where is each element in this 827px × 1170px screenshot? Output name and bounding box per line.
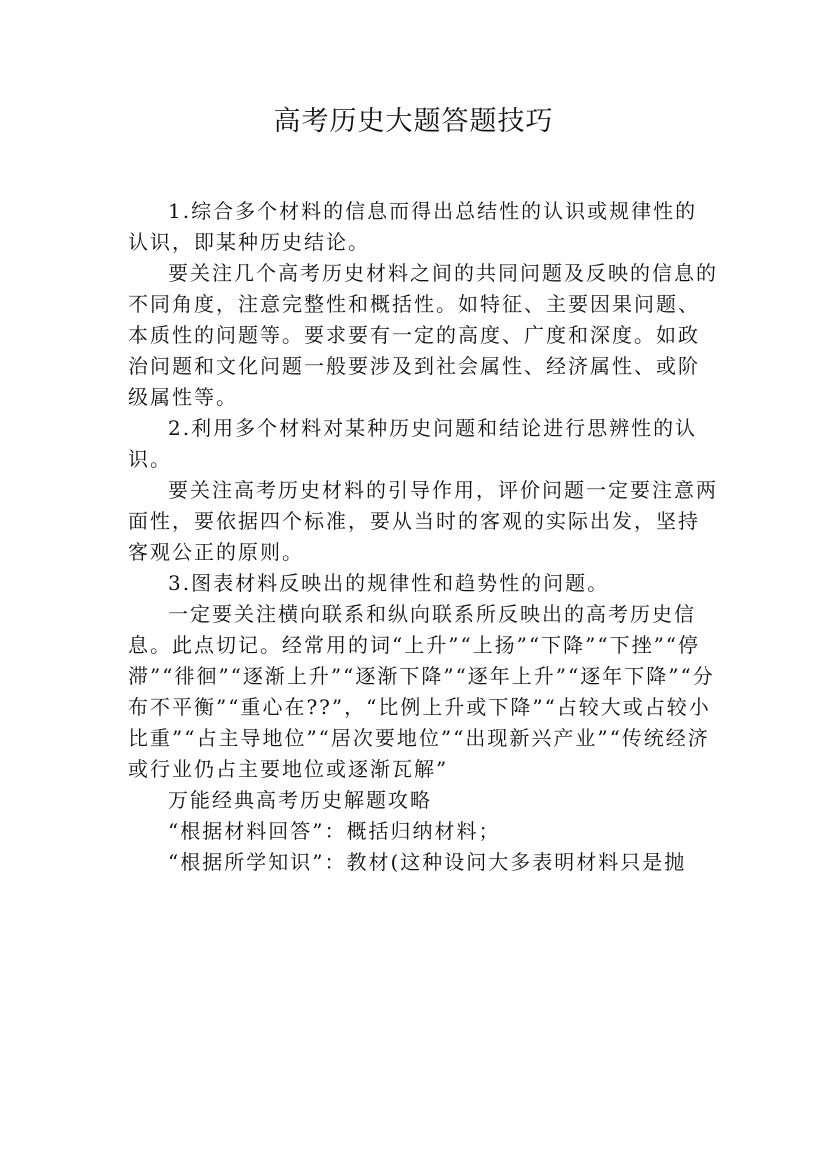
document-title: 高考历史大题答题技巧 <box>273 106 554 137</box>
section-heading-1: 1.综合多个材料的信息而得出总结性的认识或规律性的认识，即某种历史结论。 <box>128 199 698 254</box>
body-paragraph: “根据所学知识”：教材(这种设问大多表明材料只是抛 <box>168 850 687 874</box>
body-paragraph: 要关注高考历史材料的引导作用，评价问题一定要注意两面性，要依据四个标准，要从当时的客观的实际出发，坚持客观公正的原则。 <box>128 478 718 564</box>
body-paragraph: 一定要关注横向联系和纵向联系所反映出的高考历史信息。此点切记。经常用的词“上升”“上扬”“下降”“下挫”“停滞”“徘徊”“逐渐上升”“逐渐下降”“逐年上升”“逐年下降”“分布不平衡”“重心在??”，“比例上升或下降”“占较大或占较小比重”“占主导地位”“居次要地位”“出现新兴产业”“传统经济或行业仍占主要地位或逐渐瓦解” <box>128 602 715 781</box>
section-heading-2: 2.利用多个材料对某种历史问题和结论进行思辨性的认识。 <box>128 416 698 471</box>
section-heading-3: 3.图表材料反映出的规律性和趋势性的问题。 <box>168 571 610 595</box>
subsection-heading: 万能经典高考历史解题攻略 <box>168 788 432 812</box>
document-body <box>128 196 718 878</box>
body-paragraph: “根据材料回答”：概括归纳材料； <box>168 819 501 843</box>
body-paragraph: 要关注几个高考历史材料之间的共同问题及反映的信息的不同角度，注意完整性和概括性。如特征、主要因果问题、本质性的问题等。要求要有一定的高度、广度和深度。如政治问题和文化问题一般要涉及到社会属性、经济属性、或阶级属性等。 <box>128 261 718 409</box>
